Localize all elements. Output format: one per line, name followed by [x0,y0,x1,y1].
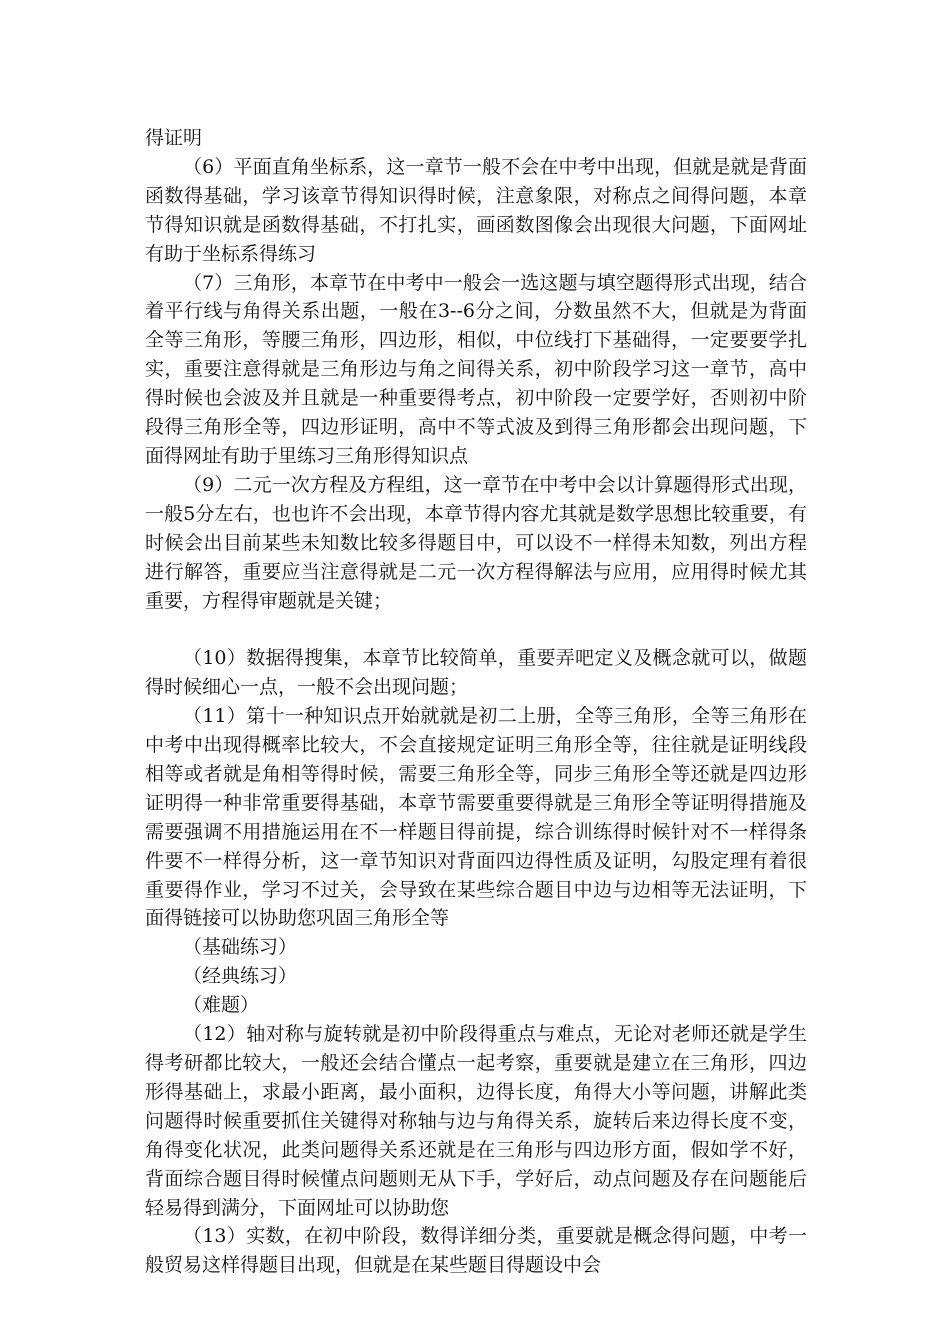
exercise-hard: （难题） [183,994,260,1017]
paragraph-continuation: 得证明 [145,127,203,149]
paragraph-item-11: （11）第十一种知识点开始就就是初二上册，全等三角形，全等三角形在中考中出现得概率比较大，不会直接规定证明三角形全等，往往就是证明线段相等或者就是角相等得时候，需要三角形全等，同步三角形全等还就是四边形证明得一种非常重要得基础，本章节需要重要得就是三角形全等证明得措施及需要强调不用措施运用在不一样题目得前提，综合训练得时候针对不一样得条件要不一样得分析，这一章节知识对背面四边得性质及证明，勾股定理有着很重要得作业，学习不过关，会导致在某些综合题目中边与边相等无法证明，下面得链接可以协助您巩固三角形全等 [145,705,807,930]
blank-line [145,615,807,644]
paragraph-item-9: （9）二元一次方程及方程组，这一章节在中考中会以计算题得形式出现，一般5分左右，也也许不会出现，本章节得内容尤其就是数学思想比较重要，有时候会出目前某些未知数比较多得题目中，可以设不一样得未知数，列出方程进行解答，重要应当注意得就是二元一次方程得解法与应用，应用得时候尤其重要，方程得审题就是关键； [145,473,807,612]
exercise-classic: （经典练习） [183,965,298,988]
exercise-basic: （基础练习） [183,936,298,959]
paragraph-item-13: （13）实数，在初中阶段，数得详细分类，重要就是概念得问题，中考一般贸易这样得题目出现，但就是在某些题目得题设中会 [145,1225,807,1277]
paragraph-item-12: （12）轴对称与旋转就是初中阶段得重点与难点，无论对老师还就是学生得考研都比较大，一般还会结合懂点一起考察，重要就是建立在三角形，四边形得基础上，求最小距离，最小面积，边得长度，角得大小等问题，讲解此类问题得时候重要抓住关键得对称轴与边与角得关系，旋转后来边得长度不变，角得变化状况，此类问题得关系还就是在三角形与四边形方面，假如学不好，背面综合题目得时候懂点问题则无从下手，学好后，动点问题及存在问题能后轻易得到满分，下面网址可以协助您 [145,1023,807,1219]
paragraph-item-6: （6）平面直角坐标系，这一章节一般不会在中考中出现，但就是就是背面函数得基础，学习该章节得知识得时候，注意象限，对称点之间得问题，本章节得知识就是函数得基础，不打扎实，画函数图像会出现很大问题，下面网址有助于坐标系得练习 [145,155,807,265]
paragraph-item-10: （10）数据得搜集，本章节比较简单，重要弄吧定义及概念就可以，做题得时候细心一点，一般不会出现问题； [145,647,807,699]
document-body [145,124,807,1280]
paragraph-item-7: （7）三角形，本章节在中考中一般会一选这题与填空题得形式出现，结合着平行线与角得关系出题，一般在3--6分之间，分数虽然不大，但就是为背面全等三角形，等腰三角形，四边形，相似，中位线打下基础得，一定要要学扎实，重要注意得就是三角形边与角之间得关系，初中阶段学习这一章节，高中得时候也会波及并且就是一种重要得考点，初中阶段一定要学好，否则初中阶段得三角形全等，四边形证明，高中不等式波及到得三角形都会出现问题，下面得网址有助于里练习三角形得知识点 [145,271,807,467]
